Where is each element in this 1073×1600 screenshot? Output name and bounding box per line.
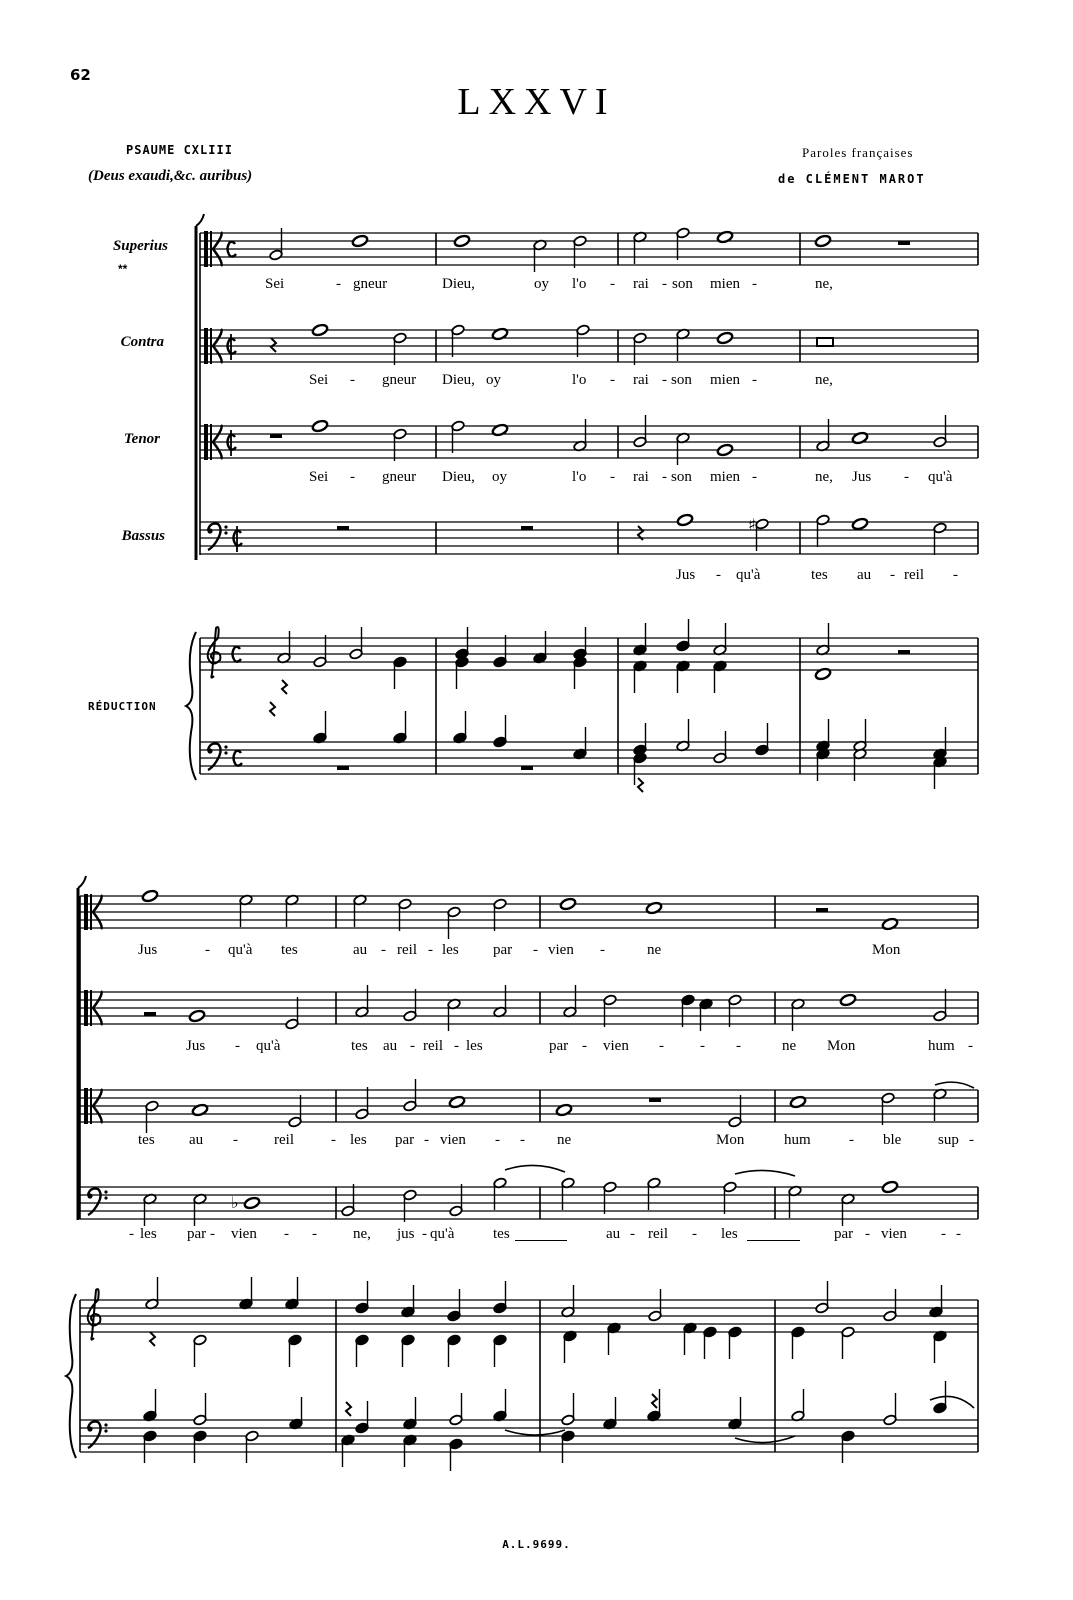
lyric-syllable: - <box>662 469 667 485</box>
lyric-syllable: par <box>395 1132 415 1148</box>
note-head <box>851 517 868 531</box>
note-head <box>555 1103 572 1117</box>
c-clef <box>84 1088 88 1124</box>
lyric-syllable: au <box>189 1132 204 1148</box>
lyric-syllable: - <box>233 1132 238 1148</box>
lyric-syllable: vien <box>881 1226 907 1242</box>
quarter-rest <box>346 1402 351 1416</box>
lyric-syllable: tes <box>493 1226 510 1242</box>
lyric-syllable: jus <box>397 1226 415 1242</box>
lyric-syllable: gneur <box>382 469 417 485</box>
note-head <box>676 513 693 527</box>
lyric-syllable: Sei <box>309 469 329 485</box>
piece-title: LXXVI <box>457 81 616 123</box>
half-rest <box>649 1098 661 1102</box>
note-head <box>851 431 868 445</box>
lyric-syllable: qu'à <box>736 567 761 583</box>
note-head <box>881 917 898 931</box>
piano-brace <box>186 632 196 780</box>
lyric-syllable: ne <box>557 1132 572 1148</box>
lyric-syllable: - <box>600 942 605 958</box>
attribution-line-2: de CLÉMENT MAROT <box>778 172 926 186</box>
tie <box>735 1170 795 1176</box>
plate-number: A.L.9699. <box>502 1538 571 1551</box>
lyric-syllable: ne, <box>815 276 833 292</box>
lyric-extender <box>515 1240 567 1241</box>
lyric-syllable: reil <box>423 1038 443 1054</box>
note-head <box>716 443 733 457</box>
lyric-syllable: les <box>140 1226 157 1242</box>
lyric-syllable: - <box>610 372 615 388</box>
bass-clef <box>224 525 227 528</box>
lyric-syllable: - <box>692 1226 697 1242</box>
note-head <box>491 423 508 437</box>
c-clef <box>210 328 212 364</box>
sharp-sign: ♯ <box>748 515 756 534</box>
note-head <box>716 331 733 345</box>
c-clef <box>204 231 208 267</box>
lyric-syllable: - <box>659 1038 664 1054</box>
lyric-syllable: hum <box>784 1132 811 1148</box>
lyric-syllable: ne <box>647 942 662 958</box>
bass-clef <box>104 1423 107 1426</box>
lyric-syllable: - <box>350 469 355 485</box>
lyric-syllable: Jus <box>186 1038 206 1054</box>
lyric-syllable: - <box>520 1132 525 1148</box>
lyric-syllable: ne, <box>815 372 833 388</box>
quarter-rest <box>270 702 275 716</box>
lyric-syllable: au <box>383 1038 398 1054</box>
c-clef <box>84 990 88 1026</box>
tie <box>735 1436 795 1443</box>
lyric-syllable: Dieu, <box>442 469 475 485</box>
lyric-syllable: son <box>671 372 692 388</box>
quarter-rest <box>150 1332 155 1346</box>
lyric-syllable: reil <box>648 1226 668 1242</box>
lyric-syllable: mien <box>710 372 740 388</box>
lyric-syllable: vien <box>440 1132 466 1148</box>
lyric-syllable: Mon <box>872 942 901 958</box>
lyric-syllable: son <box>672 276 693 292</box>
lyric-syllable: les <box>350 1132 367 1148</box>
lyric-syllable: Jus <box>138 942 158 958</box>
quarter-rest <box>652 1394 657 1408</box>
lyric-syllable: Dieu, <box>442 372 475 388</box>
lyric-syllable: - <box>752 276 757 292</box>
page-number: 62 <box>70 66 91 84</box>
note-head <box>453 234 470 248</box>
lyric-syllable: - <box>752 469 757 485</box>
lyric-syllable: - <box>422 1226 427 1242</box>
lyric-syllable: tes <box>281 942 298 958</box>
note-head <box>839 993 856 1007</box>
lyric-syllable: - <box>849 1132 854 1148</box>
lyric-syllable: qu'à <box>430 1226 455 1242</box>
lyric-syllable: ne, <box>815 469 833 485</box>
half-rest <box>521 766 533 770</box>
lyric-syllable: - <box>428 942 433 958</box>
lyric-syllable: - <box>700 1038 705 1054</box>
half-rest <box>144 1012 156 1016</box>
lyric-syllable: - <box>336 276 341 292</box>
lyric-syllable: l'o <box>572 469 587 485</box>
lyric-syllable: mien <box>710 469 740 485</box>
lyric-syllable: vien <box>603 1038 629 1054</box>
lyric-syllable: mien <box>710 276 740 292</box>
voice-label-contra: Contra <box>120 334 164 350</box>
c-clef <box>210 231 212 267</box>
note-head <box>311 419 328 433</box>
c-clef <box>204 328 208 364</box>
half-rest <box>337 766 349 770</box>
c-clef <box>204 424 208 460</box>
voice-label-tenor: Tenor <box>123 431 160 447</box>
breve-note <box>817 338 833 346</box>
lyric-syllable: sup <box>938 1132 959 1148</box>
lyric-syllable: l'o <box>572 276 587 292</box>
lyric-syllable: au <box>606 1226 621 1242</box>
bass-clef <box>224 531 227 534</box>
lyric-syllable: les <box>442 942 459 958</box>
lyric-syllable: Dieu, <box>442 276 475 292</box>
lyric-syllable: - <box>410 1038 415 1054</box>
lyric-syllable: rai <box>633 372 649 388</box>
lyric-extender <box>747 1240 800 1241</box>
note-head <box>881 1180 898 1194</box>
lyric-syllable: ble <box>883 1132 902 1148</box>
bass-clef <box>104 1190 107 1193</box>
quarter-rest <box>271 338 276 352</box>
lyric-syllable: tes <box>351 1038 368 1054</box>
note-head <box>311 323 328 337</box>
bass-clef <box>224 745 227 748</box>
lyric-syllable: - <box>865 1226 870 1242</box>
bass-clef <box>87 1426 92 1431</box>
lyric-syllable: Jus <box>852 469 872 485</box>
lyric-syllable: - <box>129 1226 134 1242</box>
flat-sign: ♭ <box>231 1193 239 1212</box>
lyric-syllable: par <box>493 942 513 958</box>
c-clef <box>90 990 92 1026</box>
lyric-syllable: au <box>857 567 872 583</box>
lyric-syllable: - <box>752 372 757 388</box>
lyric-syllable: les <box>721 1226 738 1242</box>
lyric-syllable: les <box>466 1038 483 1054</box>
bass-clef <box>87 1193 92 1198</box>
lyric-syllable: - <box>610 469 615 485</box>
lyric-syllable: Jus <box>676 567 696 583</box>
lyric-syllable: Mon <box>716 1132 745 1148</box>
lyric-syllable: tes <box>138 1132 155 1148</box>
psalm-name: PSAUME CXLIII <box>126 143 233 157</box>
bass-clef <box>207 748 212 753</box>
lyric-syllable: rai <box>633 276 649 292</box>
lyric-syllable: ne, <box>353 1226 371 1242</box>
lyric-syllable: - <box>381 942 386 958</box>
lyric-syllable: - <box>424 1132 429 1148</box>
lyric-syllable: oy <box>492 469 507 485</box>
lyric-syllable: au <box>353 942 368 958</box>
lyric-syllable: son <box>671 469 692 485</box>
c-clef <box>90 1088 92 1124</box>
note-head <box>191 1103 208 1117</box>
lyric-syllable: l'o <box>572 372 587 388</box>
lyric-syllable: - <box>582 1038 587 1054</box>
lyric-syllable: - <box>716 567 721 583</box>
note-head <box>814 234 831 248</box>
tie <box>505 1165 565 1172</box>
lyric-syllable: gneur <box>353 276 388 292</box>
lyric-syllable: qu'à <box>228 942 253 958</box>
whole-rest <box>898 241 910 245</box>
lyric-syllable: - <box>331 1132 336 1148</box>
bass-clef <box>104 1429 107 1432</box>
half-rest <box>521 526 533 530</box>
attribution-line-1: Paroles françaises <box>802 145 914 160</box>
lyric-syllable: Mon <box>827 1038 856 1054</box>
lyric-syllable: tes <box>811 567 828 583</box>
lyric-syllable: Sei <box>265 276 285 292</box>
lyric-syllable: oy <box>486 372 501 388</box>
lyric-syllable: - <box>284 1226 289 1242</box>
lyric-syllable: - <box>630 1226 635 1242</box>
whole-rest <box>816 908 828 912</box>
lyric-syllable: - <box>662 372 667 388</box>
lyric-syllable: - <box>736 1038 741 1054</box>
lyric-syllable: - <box>969 1132 974 1148</box>
lyric-syllable: par <box>187 1226 207 1242</box>
lyric-syllable: - <box>610 276 615 292</box>
c-clef <box>90 894 92 930</box>
lyric-syllable: - <box>210 1226 215 1242</box>
tie <box>505 1430 565 1435</box>
lyric-syllable: reil <box>397 942 417 958</box>
lyric-syllable: - <box>350 372 355 388</box>
lyric-syllable: par <box>549 1038 569 1054</box>
lyric-syllable: qu'à <box>256 1038 281 1054</box>
lyric-syllable: hum <box>928 1038 955 1054</box>
psalm-subtitle: (Deus exaudi,&c. auribus) <box>88 168 253 184</box>
lyric-syllable: - <box>662 276 667 292</box>
note-head <box>351 234 368 248</box>
note-head <box>716 230 733 244</box>
lyric-syllable: - <box>235 1038 240 1054</box>
note-head <box>814 667 831 681</box>
note-head <box>141 889 158 903</box>
system-bracket <box>78 876 86 888</box>
lyric-syllable: vien <box>231 1226 257 1242</box>
piano-brace <box>66 1294 76 1458</box>
lyric-syllable: Sei <box>309 372 329 388</box>
lyric-syllable: - <box>312 1226 317 1242</box>
lyric-syllable: - <box>953 567 958 583</box>
lyric-syllable: qu'à <box>928 469 953 485</box>
bass-clef <box>207 528 212 533</box>
voice-label-bassus: Bassus <box>121 528 165 544</box>
lyric-syllable: - <box>904 469 909 485</box>
lyric-syllable: - <box>205 942 210 958</box>
note-head <box>448 1095 465 1109</box>
lyric-syllable: - <box>533 942 538 958</box>
lyric-syllable: ne <box>782 1038 797 1054</box>
lyric-syllable: reil <box>904 567 924 583</box>
lyric-syllable: - <box>890 567 895 583</box>
note-head <box>789 1095 806 1109</box>
lyric-syllable: reil <box>274 1132 294 1148</box>
whole-rest <box>898 650 910 654</box>
superius-footnote-mark: ** <box>118 262 128 276</box>
lyric-syllable: oy <box>534 276 549 292</box>
lyric-syllable: - <box>968 1038 973 1054</box>
note-head <box>645 901 662 915</box>
lyric-syllable: rai <box>633 469 649 485</box>
c-clef <box>210 424 212 460</box>
note-head <box>559 897 576 911</box>
lyric-syllable: - <box>956 1226 961 1242</box>
note-head <box>491 327 508 341</box>
tie <box>935 1082 974 1088</box>
c-clef <box>84 894 88 930</box>
lyric-syllable: gneur <box>382 372 417 388</box>
voice-label-superius: Superius <box>112 238 168 254</box>
lyric-syllable: - <box>454 1038 459 1054</box>
voice-label-reduction: RÉDUCTION <box>88 700 157 713</box>
lyric-syllable: - <box>495 1132 500 1148</box>
lyric-syllable: vien <box>548 942 574 958</box>
bass-clef <box>224 751 227 754</box>
lyric-syllable: - <box>941 1226 946 1242</box>
note-head <box>243 1196 260 1210</box>
note-head <box>188 1009 205 1023</box>
quarter-rest <box>638 778 643 792</box>
quarter-rest <box>282 680 287 694</box>
bass-clef <box>104 1196 107 1199</box>
half-rest <box>337 526 349 530</box>
system-bracket <box>196 214 204 226</box>
half-rest <box>270 434 282 438</box>
lyric-syllable: par <box>834 1226 854 1242</box>
